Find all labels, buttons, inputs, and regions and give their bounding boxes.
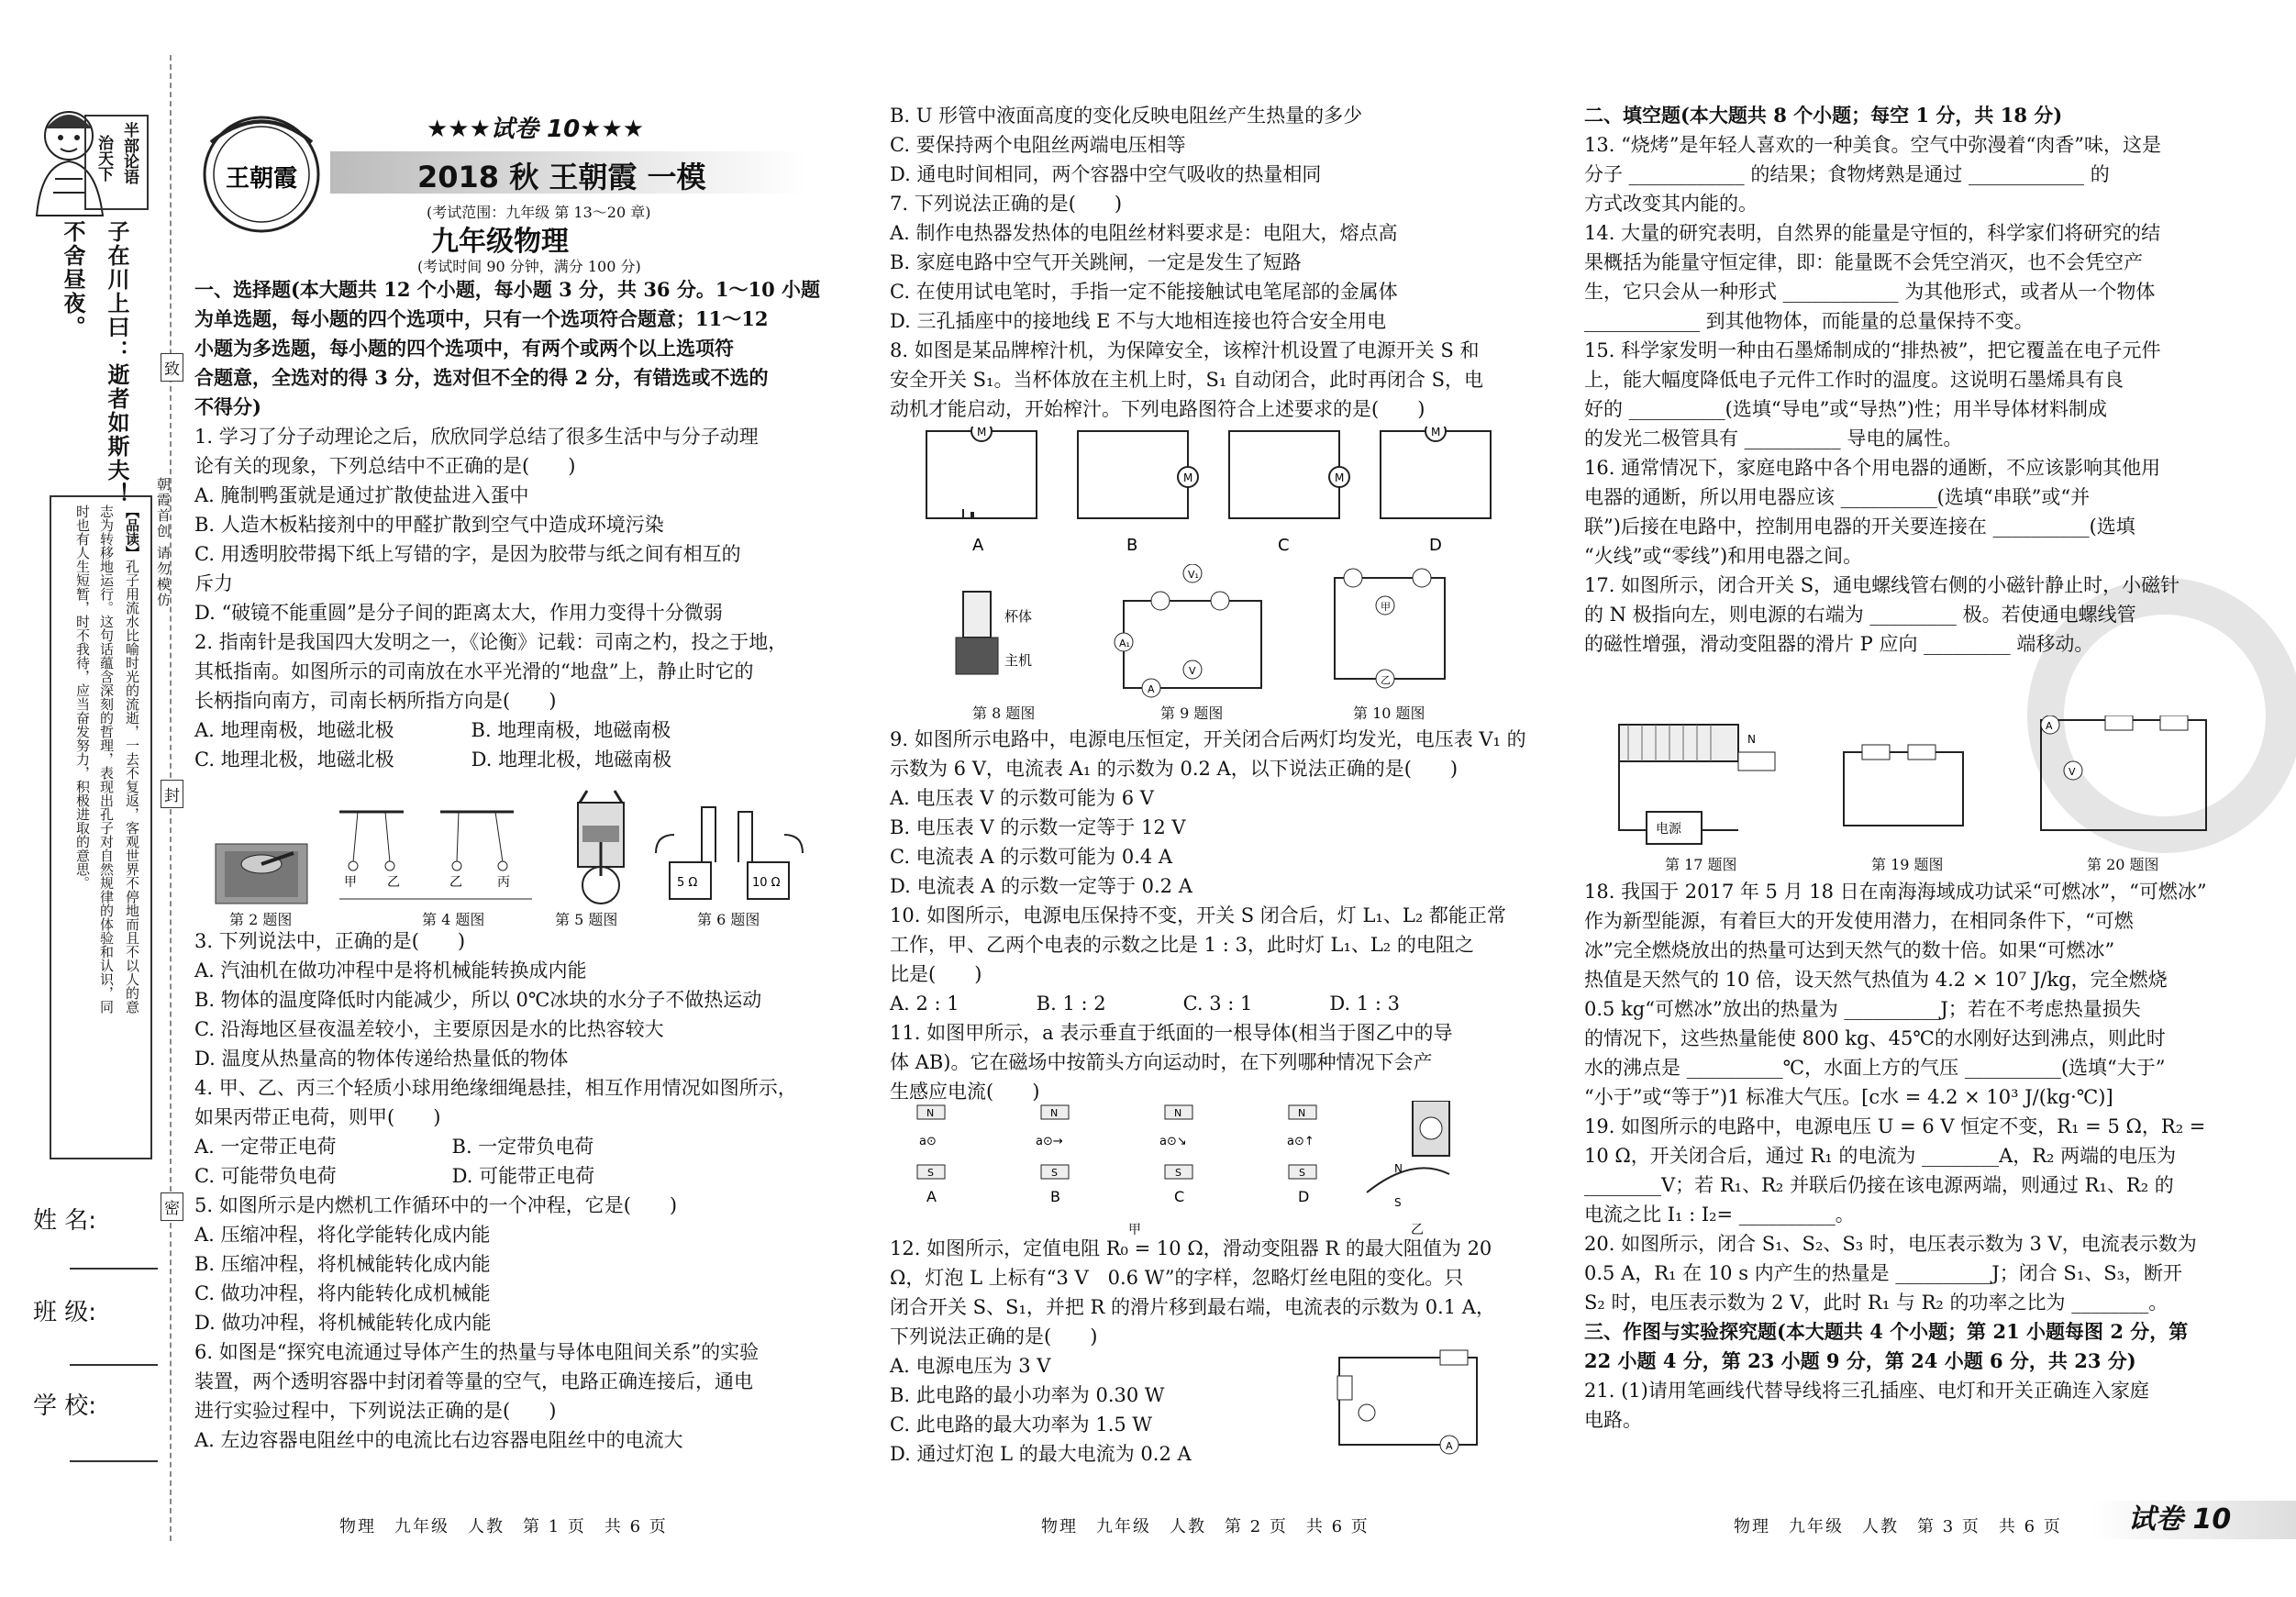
column-3 bbox=[1584, 101, 2245, 659]
question-line: D. 电流表 A 的示数一定等于 0.2 A bbox=[890, 875, 1192, 897]
question-line: 1. 学习了分子动理论之后，欣欣同学总结了很多生活中与分子动理 bbox=[194, 426, 759, 448]
question-line: B. U 形管中液面高度的变化反映电阻丝产生热量的多少 bbox=[890, 105, 1363, 127]
section-heading: 为单选题，每小题的四个选项中，只有一个选项符合题意；11～12 bbox=[194, 307, 769, 330]
section-heading: 三、作图与实验探究题(本大题共 4 个小题；第 21 小题每图 2 分，第 bbox=[1584, 1320, 2189, 1343]
question-line: 的情况下，这些热量能使 800 kg、45℃的水刚好达到沸点，则此时 bbox=[1584, 1027, 2166, 1049]
class-field-label: 班 级: bbox=[33, 1299, 97, 1326]
question-line: 动机才能启动，开始榨汁。下列电路图符合上述要求的是( ) bbox=[890, 398, 1425, 420]
question-line: 果概括为能量守恒定律，即：能量既不会凭空消灭，也不会凭空产 bbox=[1584, 251, 2143, 273]
svg-text:M: M bbox=[1335, 471, 1345, 484]
question-line: S₂ 时，电压表示数为 2 V，此时 R₁ 与 R₂ 的功率之比为 ________。 bbox=[1584, 1292, 2168, 1314]
question-line: D. 三孔插座中的接地线 E 不与大地相连接也符合安全用电 bbox=[890, 310, 1387, 332]
question-line: 14. 大量的研究表明，自然界的能量是守恒的，科学家们将研究的结 bbox=[1584, 222, 2161, 244]
question-line: 热值是天然气的 10 倍，设天然气热值为 4.2 × 10⁷ J/kg，完全燃烧 bbox=[1584, 969, 2168, 991]
svg-text:M: M bbox=[977, 427, 987, 438]
svg-text:N: N bbox=[1747, 733, 1756, 746]
question-line: 分子 ____________ 的结果；食物烤熟是通过 ____________ 的 bbox=[1584, 163, 2110, 185]
svg-text:N: N bbox=[926, 1107, 935, 1119]
question-line: 15. 科学家发明一种由石墨烯制成的“排热被”，把它覆盖在电子元件 bbox=[1584, 339, 2161, 361]
question-line: 联”)后接在电路中，控制用电器的开关要连接在 __________(选填 bbox=[1584, 516, 2135, 538]
read-box bbox=[50, 495, 152, 1159]
motto-text-2: 治天下 bbox=[94, 135, 113, 182]
question-line: 21. (1)请用笔画线代替导线将三孔插座、电灯和开关正确连入家庭 bbox=[1584, 1380, 2149, 1402]
read-text-3: 时也有人生短暂，时不我待，应当奋发努力，积极进取的意思。 bbox=[74, 505, 91, 890]
question-line: A. 2 : 1 B. 1 : 2 C. 3 : 1 D. 1 : 3 bbox=[890, 993, 1400, 1015]
resistor-5-label: 5 Ω bbox=[677, 876, 698, 890]
school-field-line[interactable] bbox=[70, 1460, 158, 1462]
question-line: 斥力 bbox=[194, 572, 233, 594]
footer-page-3: 物理 九年级 人教 第 3 页 共 6 页 bbox=[1734, 1517, 2062, 1536]
question-line: 20. 如图所示，闭合 S₁、S₂、S₃ 时，电压表示数为 3 V，电流表示数为 bbox=[1584, 1233, 2197, 1255]
q8-option-b: B bbox=[1126, 536, 1138, 555]
question-line: B. 压缩冲程，将机械能转化成内能 bbox=[194, 1253, 491, 1275]
question-line: 作为新型能源，有着巨大的开发使用潜力，在相同条件下，“可燃 bbox=[1584, 910, 2134, 932]
question-line: 8. 如图是某品牌榨汁机，为保障安全，该榨汁机设置了电源开关 S 和 bbox=[890, 339, 1480, 361]
section-heading: 合题意，全选对的得 3 分，选对但不全的得 2 分，有错选或不选的 bbox=[194, 366, 769, 389]
question-line: 好的 __________(选填“导电”或“导热”)性；用半导体材料制成 bbox=[1584, 398, 2108, 420]
svg-text:a⊙: a⊙ bbox=[919, 1135, 937, 1148]
svg-text:S: S bbox=[1051, 1167, 1058, 1179]
column-2 bbox=[890, 101, 1532, 424]
question-line: 电器的通断，所以用电器应该 __________(选填“串联”或“并 bbox=[1584, 486, 2091, 508]
question-line: 比是( ) bbox=[890, 963, 982, 985]
caption-q9: 第 9 题图 bbox=[1160, 704, 1224, 722]
page-title: 2018 秋 王朝霞 一模 bbox=[417, 160, 706, 194]
question-line: A. 电压表 V 的示数可能为 6 V bbox=[890, 787, 1154, 809]
question-line: D. “破镜不能重圆”是分子间的距离太大，作用力变得十分微弱 bbox=[194, 602, 723, 624]
question-line: C. 可能带负电荷 D. 可能带正电荷 bbox=[194, 1165, 595, 1187]
question-line: D. 做功冲程，将机械能转化成内能 bbox=[194, 1312, 492, 1334]
question-line: D. 通过灯泡 L 的最大电流为 0.2 A bbox=[890, 1443, 1192, 1465]
svg-text:S: S bbox=[1299, 1167, 1305, 1179]
question-line: 冰”完全燃烧放出的热量可达到天然气的数十倍。如果“可燃冰” bbox=[1584, 939, 2115, 961]
question-line: 下列说法正确的是( ) bbox=[890, 1325, 1098, 1347]
question-line: 论有关的现象，下列总结中不正确的是( ) bbox=[194, 455, 576, 477]
question-line: D. 通电时间相同，两个容器中空气吸收的热量相同 bbox=[890, 163, 1322, 185]
resistor-10-label: 10 Ω bbox=[752, 876, 781, 890]
footer-page-1: 物理 九年级 人教 第 1 页 共 6 页 bbox=[339, 1517, 668, 1536]
question-line: 10 Ω，开关闭合后，通过 R₁ 的电流为 ________A，R₂ 两端的电压为 bbox=[1584, 1145, 2177, 1167]
q11-caption-yi: 乙 bbox=[1411, 1223, 1424, 1237]
question-line: 0.5 A，R₁ 在 10 s 内产生的热量是 __________J；闭合 S₁、S₃，断开 bbox=[1584, 1262, 2183, 1284]
q8-circuits bbox=[917, 427, 1504, 564]
question-line: 4. 甲、乙、丙三个轻质小球用绝缘细绳悬挂，相互作用情况如图所示， bbox=[194, 1077, 797, 1099]
figure-row-3-svg bbox=[1610, 715, 2234, 862]
section-heading: 22 小题 4 分，第 23 小题 9 分，第 24 小题 6 分，共 23 分) bbox=[1584, 1349, 2136, 1372]
caption-q19: 第 19 题图 bbox=[1871, 856, 1944, 873]
quote-sub: 不舍昼夜。 bbox=[60, 220, 86, 339]
engine-figure bbox=[560, 789, 642, 908]
column-1 bbox=[194, 275, 827, 774]
q11-option-d: D bbox=[1298, 1188, 1310, 1205]
question-line: A. 压缩冲程，将化学能转化成内能 bbox=[194, 1224, 491, 1246]
svg-text:V₁: V₁ bbox=[1188, 569, 1199, 581]
caption-q8: 第 8 题图 bbox=[972, 704, 1036, 722]
question-line: 5. 如图所示是内燃机工作循环中的一个冲程，它是( ) bbox=[194, 1194, 678, 1216]
joule-heat-figure bbox=[651, 798, 807, 908]
motto-box bbox=[84, 115, 149, 210]
caption-q4: 第 4 题图 bbox=[422, 911, 485, 928]
q11-option-b: B bbox=[1050, 1188, 1060, 1205]
q8-option-c: C bbox=[1278, 536, 1290, 555]
vertical-note: 朝霞首创 请勿模仿 bbox=[155, 477, 172, 608]
question-line: 9. 如图所示电路中，电源电压恒定，开关闭合后两灯均发光，电压表 V₁ 的 bbox=[890, 728, 1526, 750]
question-line: 6. 如图是“探究电流通过导体产生的热量与导体电阻间关系”的实验 bbox=[194, 1341, 760, 1363]
question-line: C. 电流表 A 的示数可能为 0.4 A bbox=[890, 846, 1173, 868]
caption-q5: 第 5 题图 bbox=[555, 911, 618, 928]
question-line: D. 温度从热量高的物体传递给热量低的物体 bbox=[194, 1048, 569, 1070]
circuit-option bbox=[926, 427, 1037, 518]
exam-time: (考试时间 90 分钟，满分 100 分) bbox=[417, 258, 641, 275]
name-field-label: 姓 名: bbox=[33, 1207, 97, 1235]
paper-number: ★★★试卷 10★★★ bbox=[427, 116, 645, 143]
question-line: 如果丙带正电荷，则甲( ) bbox=[194, 1106, 441, 1128]
question-line: C. 用透明胶带揭下纸上写错的字，是因为胶带与纸之间有相互的 bbox=[194, 543, 741, 565]
section-heading: 一、选择题(本大题共 12 个小题，每小题 3 分，共 36 分。1～10 小题 bbox=[194, 278, 821, 301]
figure-row-3-captions bbox=[1610, 853, 2234, 875]
q12-circuit bbox=[1330, 1339, 1495, 1458]
figure-row-2-svg bbox=[936, 564, 1504, 720]
question-line: 生感应电流( ) bbox=[890, 1081, 1040, 1103]
seal-mark-mi: 密 bbox=[161, 1192, 183, 1221]
footer-page-2: 物理 九年级 人教 第 2 页 共 6 页 bbox=[1041, 1517, 1370, 1536]
svg-text:V: V bbox=[2069, 766, 2076, 778]
question-line: 工作，甲、乙两个电表的示数之比是 1 : 3，此时灯 L₁、L₂ 的电阻之 bbox=[890, 934, 1474, 956]
question-line: 示数为 6 V，电流表 A₁ 的示数为 0.2 A，以下说法正确的是( ) bbox=[890, 758, 1459, 780]
svg-text:N: N bbox=[1394, 1162, 1403, 1175]
q11-option-c: C bbox=[1174, 1188, 1185, 1205]
caption-q6: 第 6 题图 bbox=[697, 911, 760, 928]
question-line: ________V；若 R₁、R₂ 并联后仍接在该电源两端，则通过 R₁、R₂ 的 bbox=[1584, 1174, 2174, 1196]
svg-text:A₁: A₁ bbox=[1119, 638, 1130, 649]
question-line: 安全开关 S₁。当杯体放在主机上时，S₁ 自动闭合，此时再闭合 S，电 bbox=[890, 369, 1484, 391]
figure-row-1 bbox=[211, 789, 807, 926]
section-heading: 二、填空题(本大题共 8 个小题；每空 1 分，共 18 分) bbox=[1584, 104, 2063, 127]
read-text bbox=[121, 505, 143, 1147]
svg-text:S: S bbox=[1175, 1167, 1181, 1179]
question-line: C. 此电路的最大功率为 1.5 W bbox=[890, 1414, 1153, 1436]
question-line: 体 AB)。它在磁场中按箭头方向运动时，在下列哪种情况下会产 bbox=[890, 1051, 1433, 1073]
q8-option-d: D bbox=[1429, 536, 1442, 555]
question-line: 水的沸点是 __________℃，水面上方的气压 __________(选填“大于” bbox=[1584, 1057, 2166, 1079]
question-line: 其柢指南。如图所示的司南放在水平光滑的“地盘”上，静止时它的 bbox=[194, 660, 754, 682]
question-line: 上，能大幅度降低电子元件工作时的温度。这说明石墨烯具有良 bbox=[1584, 369, 2124, 391]
exam-scope: (考试范围：九年级 第 13～20 章) bbox=[427, 204, 651, 221]
svg-text:乙: 乙 bbox=[1381, 674, 1391, 686]
question-line: C. 沿海地区昼夜温差较小，主要原因是水的比热容较大 bbox=[194, 1018, 664, 1040]
question-line: 进行实验过程中，下列说法正确的是( ) bbox=[194, 1400, 557, 1422]
q11-magnet-svg bbox=[908, 1101, 1514, 1238]
question-line: C. 地理北极，地磁北极 D. 地理北极，地磁南极 bbox=[194, 749, 672, 771]
question-line: 10. 如图所示，电源电压保持不变，开关 S 闭合后，灯 L₁、L₂ 都能正常 bbox=[890, 904, 1506, 926]
question-line: C. 要保持两个电阻丝两端电压相等 bbox=[890, 134, 1186, 156]
section-heading: 不得分) bbox=[194, 395, 261, 418]
question-line: 2. 指南针是我国四大发明之一，《论衡》记载：司南之杓，投之于地， bbox=[194, 631, 788, 653]
question-line: 12. 如图所示，定值电阻 R₀ = 10 Ω，滑动变阻器 R 的最大阻值为 20 bbox=[890, 1237, 1492, 1259]
logo-icon bbox=[193, 105, 330, 243]
read-text-2: 志为转移地运行。这句话蕴含深刻的哲理，表现出孔子对自然规律的体验和认识，同 bbox=[98, 505, 115, 1014]
quote-title: 子在川上曰：逝者如斯夫！ bbox=[104, 220, 130, 506]
question-line: A. 地理南极，地磁北极 B. 地理南极，地磁南极 bbox=[194, 719, 671, 741]
figure-row-2 bbox=[936, 564, 1504, 720]
svg-text:S: S bbox=[927, 1167, 934, 1179]
q8-option-a: A bbox=[972, 536, 984, 555]
question-line: B. 家庭电路中空气开关跳闸，一定是发生了短路 bbox=[890, 251, 1302, 273]
question-line: A. 腌制鸭蛋就是通过扩散使盐进入蛋中 bbox=[194, 484, 529, 506]
question-line: “火线”或“零线”)和用电器之间。 bbox=[1584, 545, 1863, 567]
question-line: A. 汽油机在做功冲程中是将机械能转换成内能 bbox=[194, 959, 587, 981]
motto-text: 半部论语 bbox=[120, 122, 139, 184]
question-line: 长柄指向南方，司南长柄所指方向是( ) bbox=[194, 690, 557, 712]
question-line: ____________ 到其他物体，而能量的总量保持不变。 bbox=[1584, 310, 2034, 332]
sinan-figure bbox=[211, 826, 312, 908]
svg-text:M: M bbox=[1183, 471, 1193, 484]
caption-q17: 第 17 题图 bbox=[1665, 856, 1737, 873]
question-line: 11. 如图甲所示，a 表示垂直于纸面的一根导体(相当于图乙中的导 bbox=[890, 1022, 1453, 1044]
question-line: 方式改变其内能的。 bbox=[1584, 193, 1758, 215]
svg-text:V: V bbox=[1189, 665, 1196, 677]
caption-q2: 第 2 题图 bbox=[229, 911, 293, 928]
question-line: 0.5 kg“可燃冰”放出的热量为 __________J；若在不考虑热量损失 bbox=[1584, 998, 2141, 1020]
svg-text:a⊙→: a⊙→ bbox=[1036, 1135, 1063, 1148]
svg-text:甲: 甲 bbox=[1381, 601, 1391, 613]
question-line: 的 N 极指向左，则电源的右端为 _________ 极。若使通电螺线管 bbox=[1584, 604, 2136, 626]
question-line: “小于”或“等于”)1 标准大气压。[c水 = 4.2 × 10³ J/(kg·℃)] bbox=[1584, 1086, 2113, 1108]
question-line: 的磁性增强，滑动变阻器的滑片 P 应向 _________ 端移动。 bbox=[1584, 633, 2094, 655]
svg-text:S: S bbox=[1394, 1196, 1402, 1209]
svg-text:M: M bbox=[1431, 427, 1441, 438]
question-line: 生，它只会从一种形式 ____________ 为其他形式，或者从一个物体 bbox=[1584, 281, 2156, 303]
sidebar bbox=[0, 0, 174, 1597]
figure-row-3 bbox=[1610, 715, 2234, 862]
question-line: 19. 如图所示的电路中，电源电压 U = 6 V 恒定不变，R₁ = 5 Ω，R₂ = bbox=[1584, 1115, 2206, 1137]
caption-q10: 第 10 题图 bbox=[1353, 704, 1425, 722]
question-line: B. 物体的温度降低时内能减少，所以 0℃冰块的水分子不做热运动 bbox=[194, 989, 762, 1011]
caption-q20: 第 20 题图 bbox=[2087, 856, 2159, 873]
svg-text:A: A bbox=[2046, 720, 2053, 732]
juicer-cup-label: 杯体 bbox=[1004, 608, 1033, 625]
name-field-line[interactable] bbox=[70, 1268, 158, 1270]
question-line: A. 电源电压为 3 V bbox=[890, 1355, 1051, 1377]
ball-label-yi-2: 乙 bbox=[449, 875, 462, 890]
charged-balls-figure bbox=[330, 807, 541, 908]
seal-mark-zhi: 致 bbox=[161, 353, 183, 382]
column-3b bbox=[1584, 877, 2245, 1435]
read-text-1: 孔子用流水比喻时光的流逝，一去不复返，客观世界不停地而且不以人的意 bbox=[124, 560, 140, 1014]
q11-caption-jia: 甲 bbox=[1128, 1223, 1141, 1237]
logo-text: 王朝霞 bbox=[225, 165, 298, 193]
question-line: 装置，两个透明容器中封闭着等量的空气，电路正确连接后，通电 bbox=[194, 1370, 753, 1392]
question-line: A. 一定带正电荷 B. 一定带负电荷 bbox=[194, 1136, 594, 1158]
class-field-line[interactable] bbox=[70, 1364, 158, 1366]
seal-mark-feng: 封 bbox=[161, 780, 183, 808]
question-line: C. 在使用试电笔时，手指一定不能接触试电笔尾部的金属体 bbox=[890, 281, 1398, 303]
svg-text:A: A bbox=[1446, 1440, 1453, 1452]
svg-text:N: N bbox=[1298, 1107, 1306, 1119]
q11-figure bbox=[908, 1101, 1514, 1238]
question-line: B. 电压表 V 的示数一定等于 12 V bbox=[890, 816, 1186, 838]
question-line: 闭合开关 S、S₁，并把 R 的滑片移到最右端，电流表的示数为 0.1 A， bbox=[890, 1296, 1495, 1318]
figure-row-2-captions bbox=[936, 702, 1504, 724]
school-field-label: 学 校: bbox=[33, 1392, 97, 1420]
question-line: B. 人造木板粘接剂中的甲醛扩散到空气中造成环境污染 bbox=[194, 514, 664, 536]
ball-label-yi: 乙 bbox=[387, 875, 400, 890]
ball-label-bing: 丙 bbox=[497, 875, 510, 890]
svg-text:a⊙↑: a⊙↑ bbox=[1287, 1135, 1314, 1148]
section-heading: 小题为多选题，每小题的四个选项中，有两个或两个以上选项符 bbox=[194, 337, 734, 360]
q11-option-a: A bbox=[926, 1188, 937, 1205]
read-label: 【品读】 bbox=[124, 505, 140, 560]
power-label: 电源 bbox=[1656, 822, 1681, 837]
question-line: A. 制作电热器发热体的电阻丝材料要求是：电阻大，熔点高 bbox=[890, 222, 1398, 244]
question-line: 电流之比 I₁ : I₂= __________。 bbox=[1584, 1203, 1855, 1225]
svg-text:a⊙↘: a⊙↘ bbox=[1159, 1135, 1187, 1148]
column-1b bbox=[194, 926, 827, 1455]
question-line: Ω，灯泡 L 上标有“3 V 0.6 W”的字样，忽略灯丝电阻的变化。只 bbox=[890, 1267, 1464, 1289]
svg-text:A: A bbox=[1148, 683, 1155, 695]
q8-circuit-diagrams bbox=[917, 427, 1504, 564]
ball-label-jia: 甲 bbox=[344, 875, 357, 890]
column-2b bbox=[890, 725, 1532, 1106]
question-line: C. 做功冲程，将内能转化成机械能 bbox=[194, 1282, 491, 1304]
subject-title: 九年级物理 bbox=[431, 226, 569, 258]
svg-text:N: N bbox=[1050, 1107, 1059, 1119]
question-line: 16. 通常情况下，家庭电路中各个用电器的通断，不应该影响其他用 bbox=[1584, 457, 2161, 479]
question-line: A. 左边容器电阻丝中的电流比右边容器电阻丝中的电流大 bbox=[194, 1429, 683, 1451]
question-line: 电路。 bbox=[1584, 1409, 1642, 1431]
question-line: B. 此电路的最小功率为 0.30 W bbox=[890, 1384, 1165, 1406]
paper-badge: 试卷 10 bbox=[2091, 1501, 2296, 1539]
juicer-host-label: 主机 bbox=[1004, 652, 1033, 669]
question-line: 18. 我国于 2017 年 5 月 18 日在南海海域成功试采“可燃冰”，“可燃冰” bbox=[1584, 881, 2207, 903]
question-line: 3. 下列说法中，正确的是( ) bbox=[194, 930, 466, 952]
question-line: 13. “烧烤”是年轻人喜欢的一种美食。空气中弥漫着“肉香”味，这是 bbox=[1584, 134, 2162, 156]
svg-text:N: N bbox=[1174, 1107, 1182, 1119]
question-line: 的发光二极管具有 __________ 导电的属性。 bbox=[1584, 427, 1963, 449]
question-line: 17. 如图所示，闭合开关 S，通电螺线管右侧的小磁针静止时，小磁针 bbox=[1584, 574, 2180, 596]
question-line: 7. 下列说法正确的是( ) bbox=[890, 193, 1123, 215]
